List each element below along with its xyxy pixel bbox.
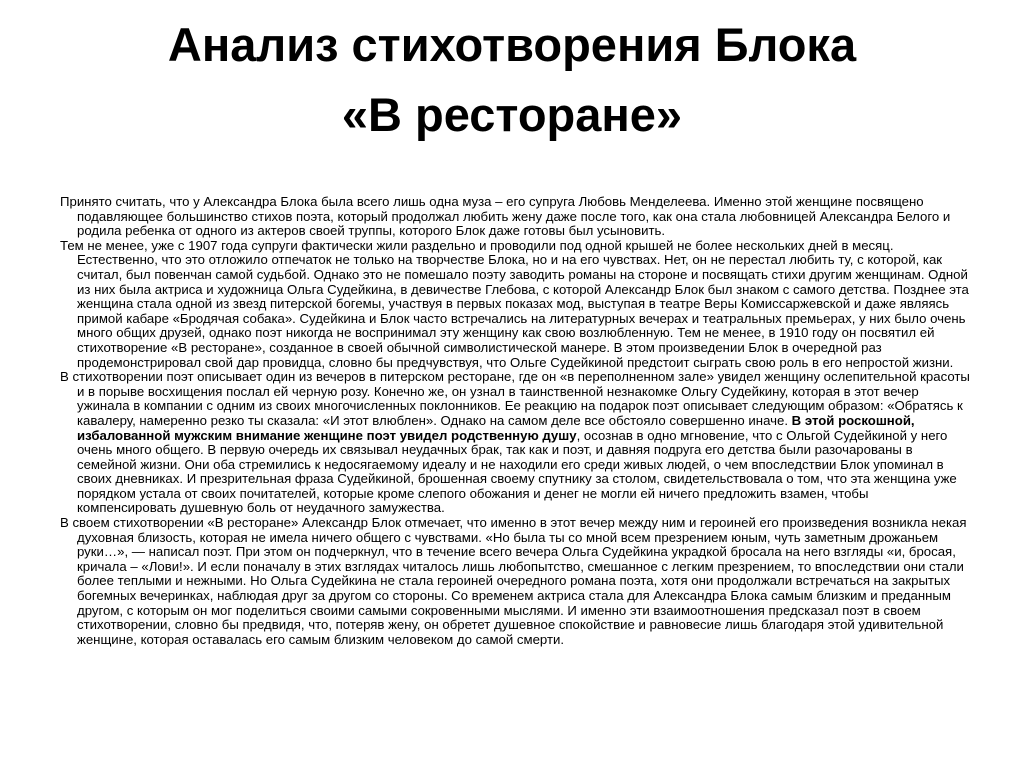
paragraph-4: В своем стихотворении «В ресторане» Александр Блок отмечает, что именно в этот вечер между ним и героиней его произведения возникла некая духовная близость, которая не имела ничего общего с чувствами. «Но была ты со мной всем презрением юным, чуть заметным дрожаньем руки…», — написал поэт. При этом он подчеркнул, что в течение всего вечера Ольга Судейкина украдкой бросала на него взгляды «и, бросая, кричала – «Лови!». И если поначалу в этих взглядах читалось лишь любопытство, смешанное с легким презрением, то впоследствии они стали более теплыми и нежными. Но Ольга Судейкина не стала героиней очередного романа поэта, хотя они продолжали встречаться на закрытых богемных вечеринках, наблюдая друг за другом со стороны. Со временем актриса стала для Александра Блока самым близким и преданным другом, с которым он мог поделиться своими самыми сокровенными мыслями. И именно эти взаимоотношения предсказал поэт в своем стихотворении, словно бы предвидя, что, потеряв жену, он обретет душевное спокойствие и равновесие лишь благодаря этой удивительной женщине, которая оставалась его самым близким человеком до самой смерти.	[60, 515, 967, 647]
paragraph-3-text-after: , осознав в одно мгновение, что с Ольгой Судейкиной у него очень много общего. В первую очередь их связывал неудачных брак, так как и поэт, и давняя подруга его детства были разочарованы в семейной жизни. Они оба стремились к недосягаемому идеалу и не находили его среди живых людей, о чем впоследствии Блок упоминал в своих дневниках. И презрительная фраза Судейкиной, брошенная своему спутнику за столом, свидетельствовала о том, что эта женщина уже порядком устала от своих почитателей, которые кроме слепого обожания и денег не могли ей ничего предложить взамен, чтобы компенсировать душевную боль от неудачного замужества.	[77, 427, 957, 516]
paragraph-3-text-before: В стихотворении поэт описывает один из вечеров в питерском ресторане, где он «в переполненном зале» увидел женщину ослепительной красоты и в порыве восхищения послал ей черную розу. Конечно же, он узнал в таинственной незнакомке Ольгу Судейкину, которая в этот вечер ужинала в компании с одним из своих многочисленных поклонников. Ее реакцию на подарок поэт описывает следующим образом: «Обратясь к кавалеру, намеренно резко ты сказала: «И этот влюблен». Однако на самом деле все обстояло совершенно иначе.	[60, 369, 970, 428]
page-title-line-2: «В ресторане»	[341, 88, 683, 141]
paragraph-3-bold-text: В этой роскошной, избалованной мужским внимание женщине поэт увидел родственную душу	[77, 412, 915, 443]
paragraph-2: Тем не менее, уже с 1907 года супруги фактически жили раздельно и проводили под одной крышей не более нескольких дней в месяц. Естественно, что это отложило отпечаток не только на творчестве Блока, но и на его чувствах. Нет, он не перестал любить ту, с которой, как считал, был повенчан самой судьбой. Однако это не помешало поэту заводить романы на стороне и посвящать стихи другим женщинам. Одной из них была актриса и художница Ольга Судейкина, в девичестве Глебова, с которой Александр Блок был знаком с самого детства. Позднее эта женщина стала одной из звезд питерской богемы, участвуя в первых показах мод, выступая в театре Веры Комиссаржевской и даже являясь примой кабаре «Бродячая собака». Судейкина и Блок часто встречались на литературных вечерах и театральных премьерах, у них было очень много общих друзей, однако поэт никогда не воспринимал эту женщину как свою возлюбленную. Тем не менее, в 1910 году он посвятил ей стихотворение «В ресторане», созданное в своей обычной символистической манере. В этом произведении Блок в очередной раз продемонстрировал свой дар провидца, словно бы предчувствуя, что Ольге Судейкиной предстоит сыграть свою роль в его непростой жизни.	[60, 237, 969, 370]
paragraph-3	[60, 370, 970, 516]
article-body	[60, 195, 970, 647]
paragraph-1: Принято считать, что у Александра Блока была всего лишь одна муза – его супруга Любовь Менделеева. Именно этой женщине посвящено подавляющее большинство стихов поэта, который продолжал любить жену даже после того, как она стала любовницей Александра Белого и родила ребенка от одного из актеров своей труппы, которого Блок даже готовы был усыновить.	[60, 194, 951, 239]
page-title	[40, 10, 984, 150]
page-title-line-1: Анализ стихотворения Блока	[167, 18, 857, 71]
